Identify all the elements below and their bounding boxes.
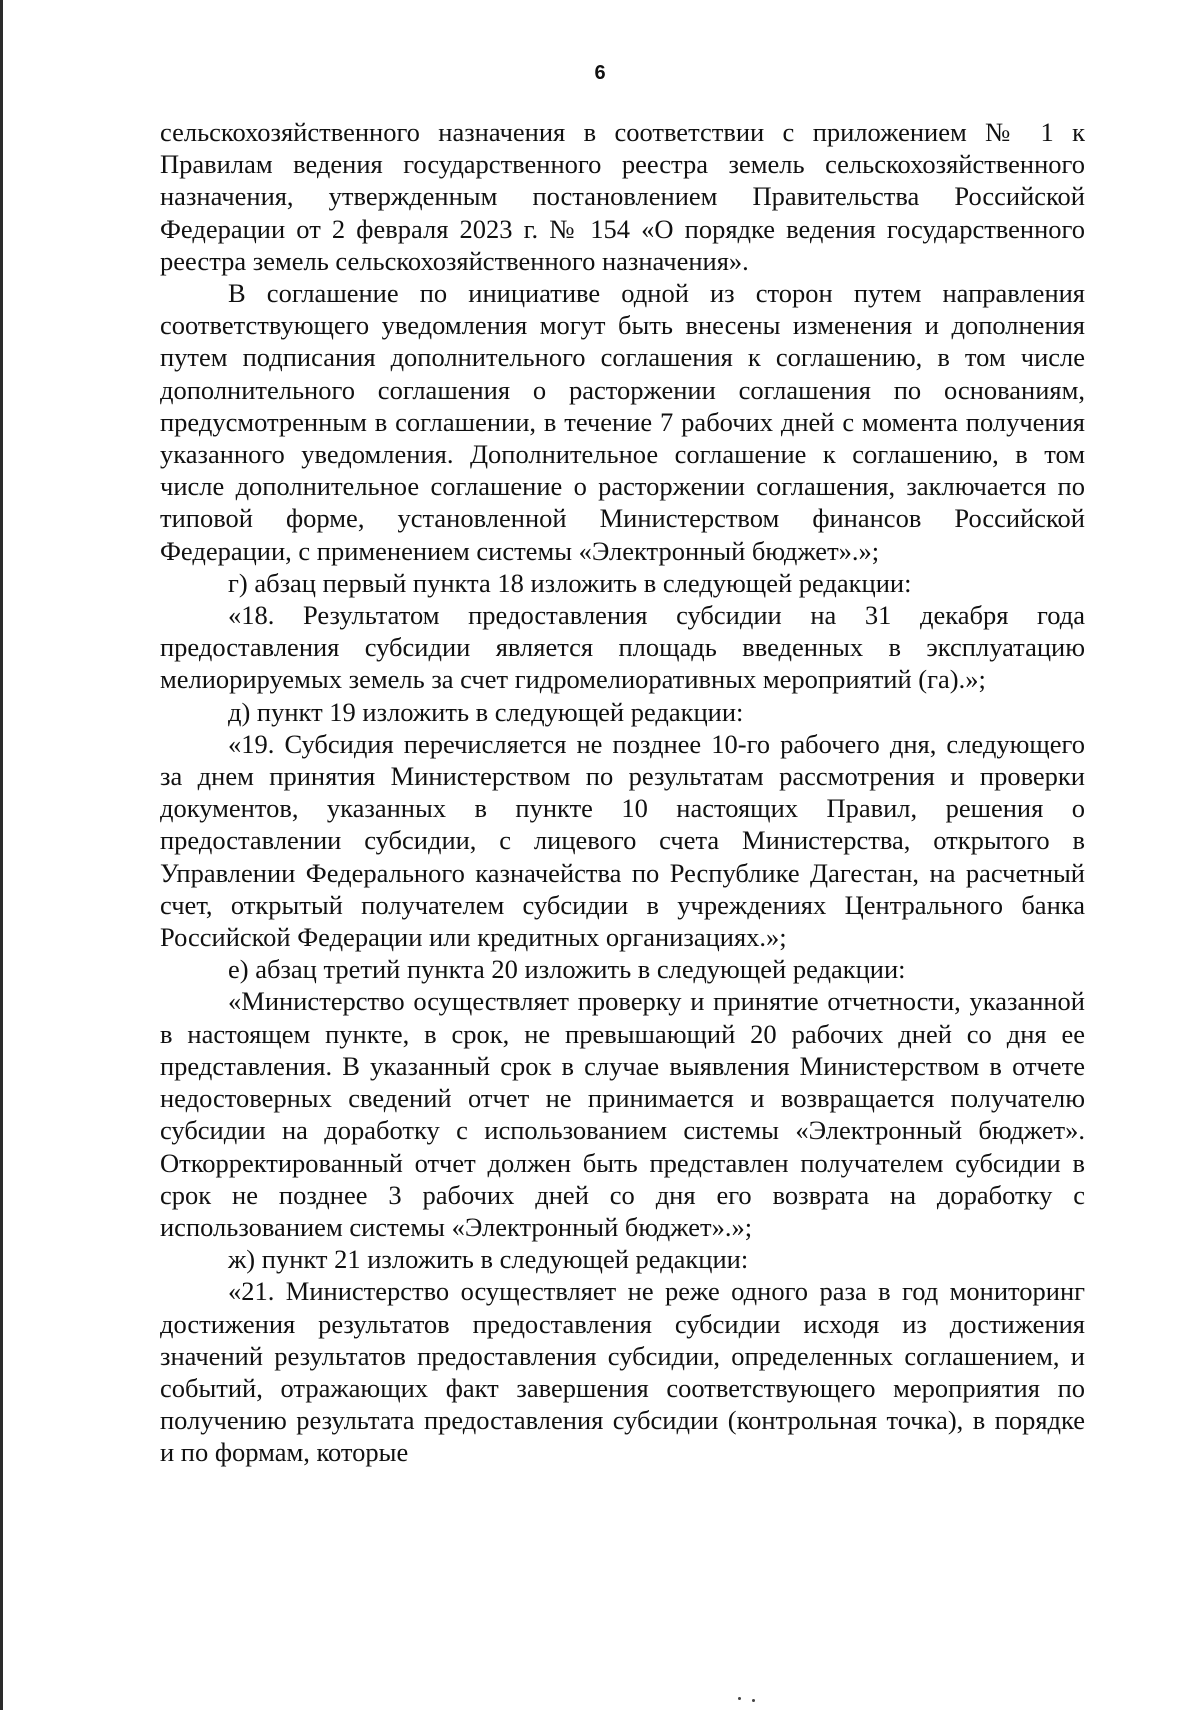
paragraph-item-g: г) абзац первый пункта 18 изложить в следующей редакции:: [228, 567, 912, 598]
scan-edge-shadow: [0, 0, 3, 1710]
paragraph-clause-21: «21. Министерство осуществляет не реже одного раза в год мониторинг достижения результатов предоставления субсидии исходя из достижения значений результатов предоставления субсидии, определенных соглашением, и событий, отражающих факт завершения соответствующего мероприятия по получению результата предоставления субсидии (контрольная точка), в порядке и по формам, которые: [160, 1276, 1085, 1468]
paragraph-clause-19: «19. Субсидия перечисляется не позднее 10-го рабочего дня, следующего за днем принятия Министерством по результатам рассмотрения и проверки документов, указанных в пункте 10 настоящих Правил, решения о предоставлении субсидии, с лицевого счета Министерства, открытого в Управлении Федерального казначейства по Республике Дагестан, на расчетный счет, открытый получателем субсидии в учреждениях Центрального банка Российской Федерации или кредитных организациях.»;: [160, 728, 1085, 953]
document-body: [160, 116, 1085, 1469]
scan-speck: [752, 1699, 755, 1702]
paragraph-clause-18: «18. Результатом предоставления субсидии на 31 декабря года предоставления субсидии является площадь введенных в эксплуатацию мелиорируемых земель за счет гидромелиоративных мероприятий (га).»;: [160, 600, 1085, 695]
paragraph-agreement-changes: В соглашение по инициативе одной из сторон путем направления соответствующего уведомления могут быть внесены изменения и дополнения путем подписания дополнительного соглашения к соглашению, в том числе дополнительного соглашения о расторжении соглашения по основаниям, предусмотренным в соглашении, в течение 7 рабочих дней с момента получения указанного уведомления. Дополнительное соглашение к соглашению, в том числе дополнительное соглашение о расторжении соглашения, заключается по типовой форме, установленной Министерством финансов Российской Федерации, с применением системы «Электронный бюджет».»;: [160, 278, 1085, 566]
scan-speck: [738, 1697, 741, 1700]
paragraph-continuation: сельскохозяйственного назначения в соответствии с приложением № 1 к Правилам ведения государственного реестра земель сельскохозяйственного назначения, утвержденным постановлением Правительства Российской Федерации от 2 февраля 2023 г. № 154 «О порядке ведения государственного реестра земель сельскохозяйственного назначения».: [160, 117, 1085, 276]
paragraph-item-zh: ж) пункт 21 изложить в следующей редакции:: [228, 1244, 749, 1275]
paragraph-clause-20: «Министерство осуществляет проверку и принятие отчетности, указанной в настоящем пункте, в срок, не превышающий 20 рабочих дней со дня ее представления. В указанный срок в случае выявления Министерством в отчете недостоверных сведений отчет не принимается и возвращается получателю субсидии на доработку с использованием системы «Электронный бюджет». Откорректированный отчет должен быть представлен получателем субсидии в срок не позднее 3 рабочих дней со дня его возврата на доработку с использованием системы «Электронный бюджет».»;: [160, 986, 1085, 1242]
paragraph-item-d: д) пункт 19 изложить в следующей редакции:: [228, 696, 744, 727]
paragraph-item-e: е) абзац третий пункта 20 изложить в следующей редакции:: [228, 954, 906, 985]
page-number: 6: [594, 62, 606, 84]
